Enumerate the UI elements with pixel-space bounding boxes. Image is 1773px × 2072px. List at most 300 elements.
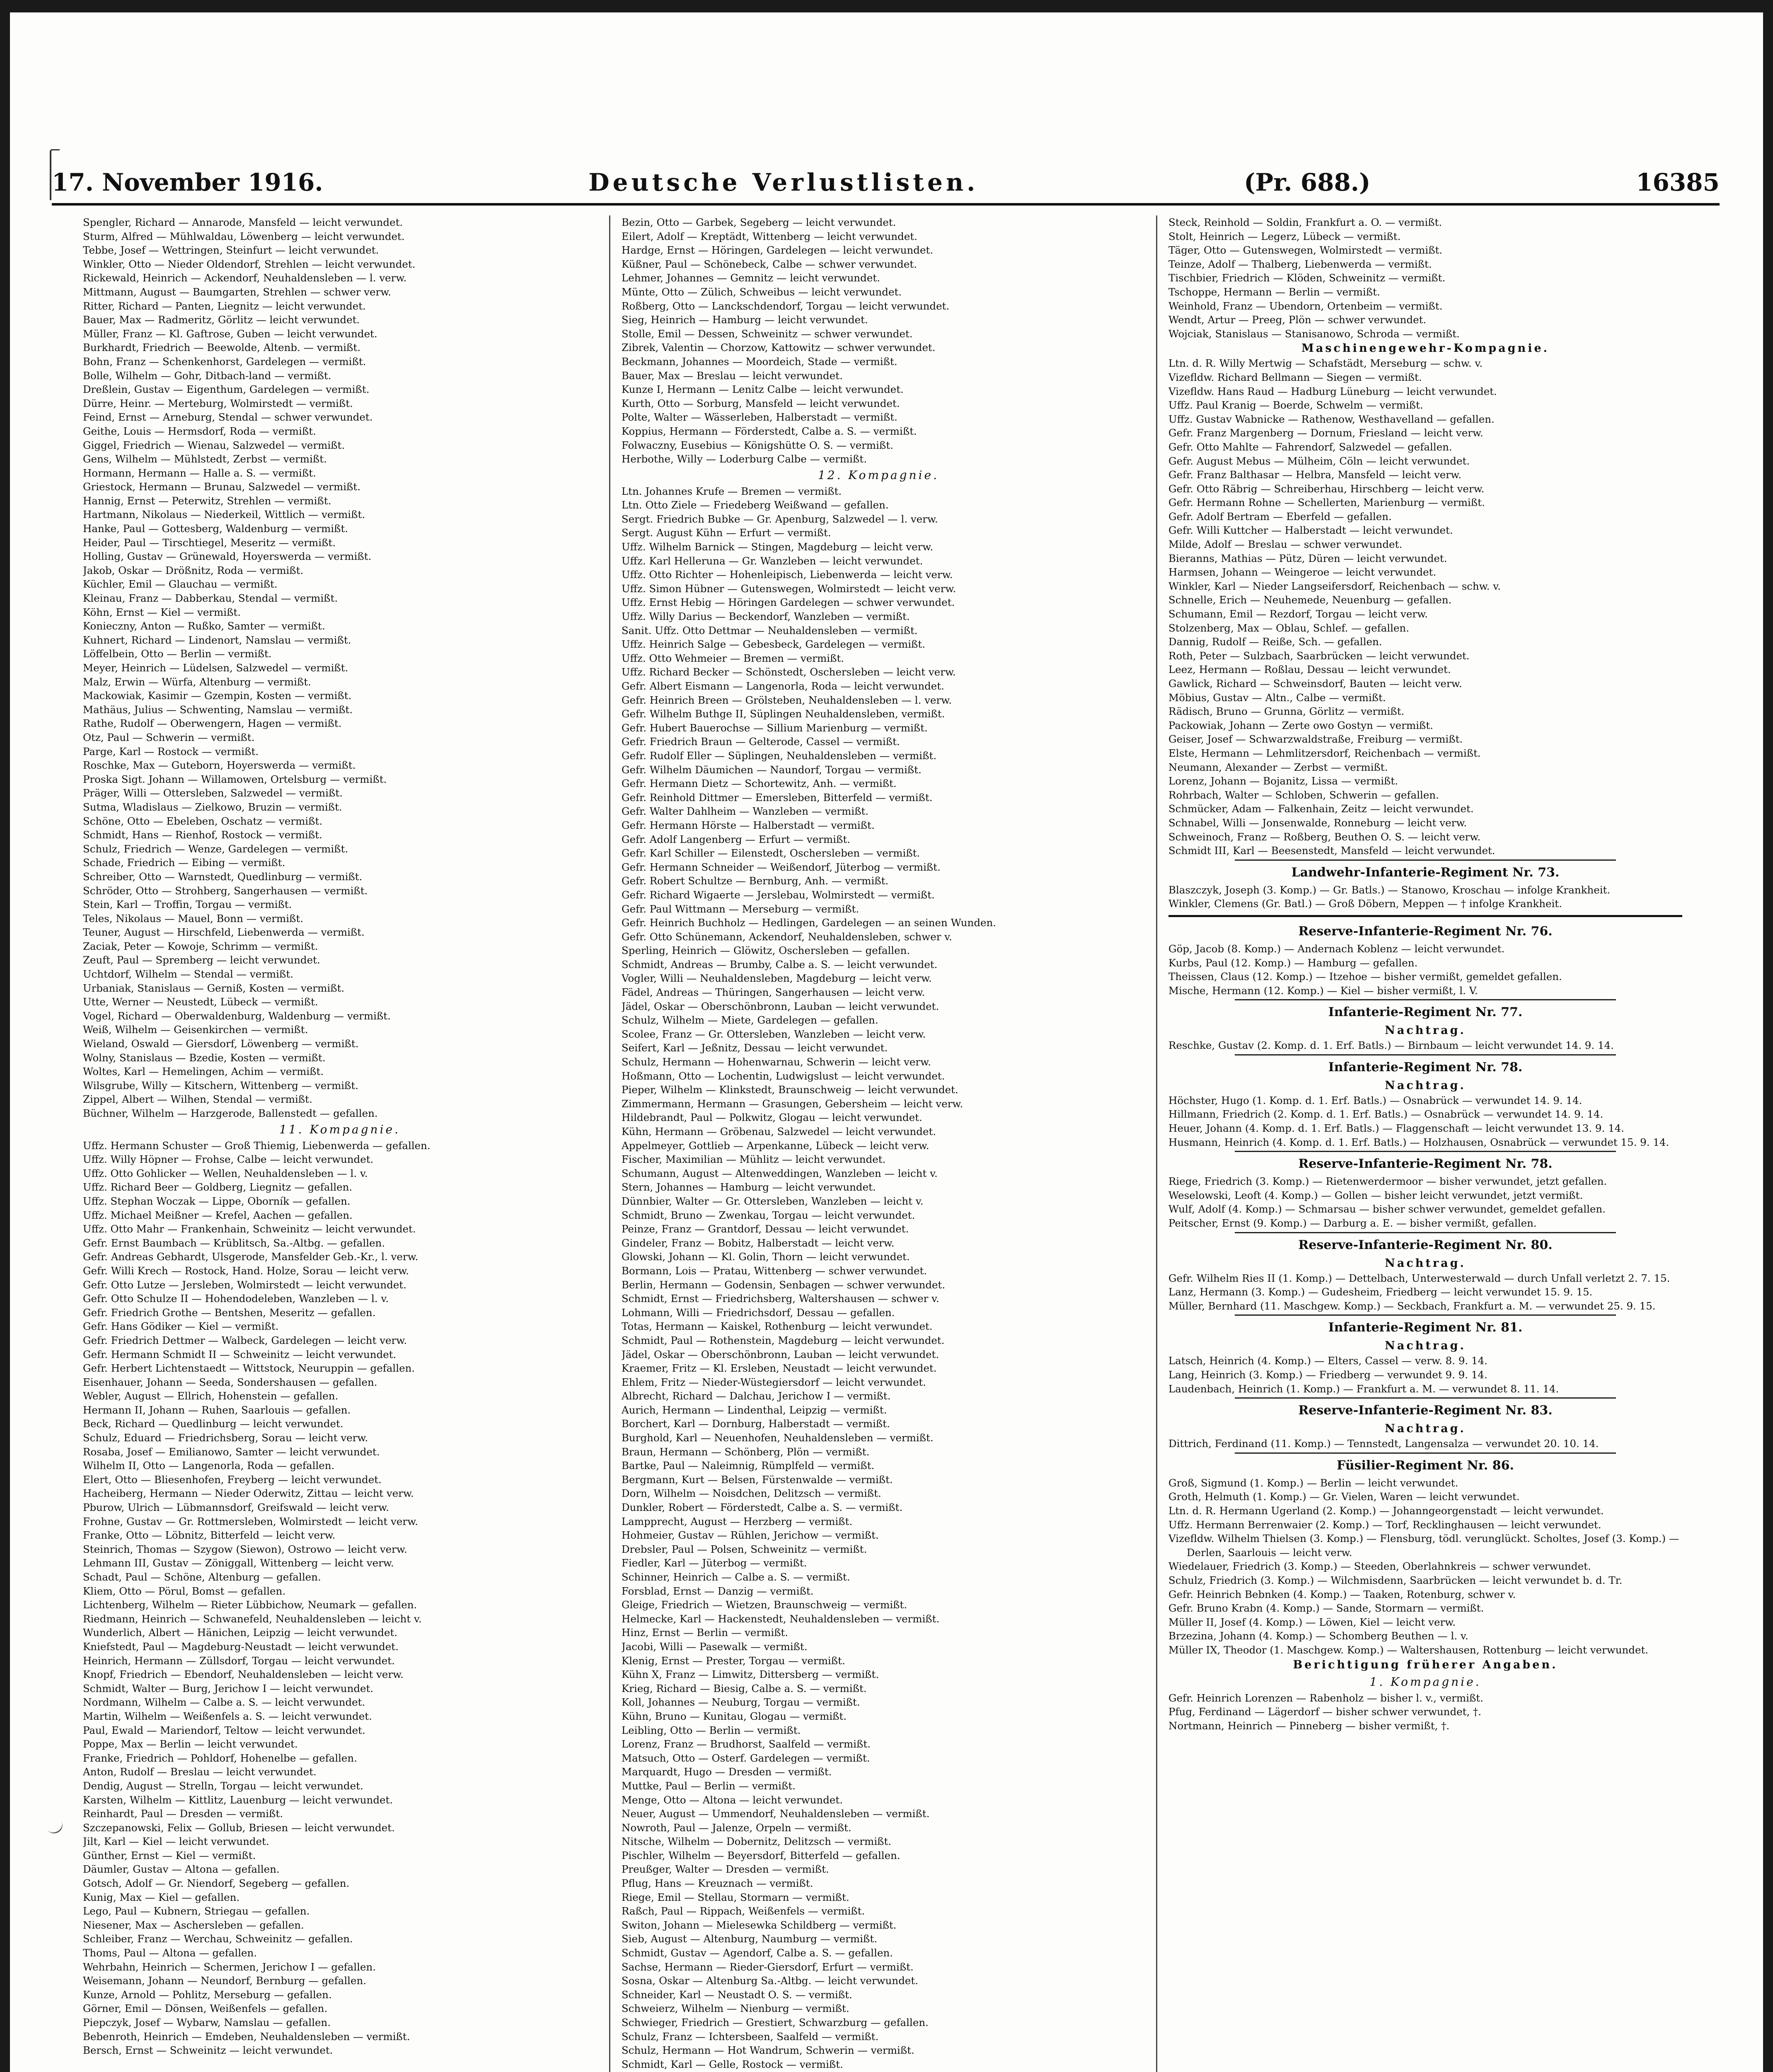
casualty-entry: Gawlick, Richard — Schweinsdorf, Bauten — leicht verw. bbox=[1168, 678, 1462, 690]
casualty-entry: Stolt, Heinrich — Legerz, Lübeck — vermißt. bbox=[1168, 230, 1401, 242]
column-2 bbox=[622, 215, 1135, 2072]
casualty-entry: Uffz. Karl Helleruna — Gr. Wanzleben — leicht verwundet. bbox=[622, 554, 923, 567]
casualty-entry: Poppe, Max — Berlin — leicht verwundet. bbox=[83, 1738, 298, 1750]
casualty-entry: Hormann, Hermann — Halle a. S. — vermißt. bbox=[83, 467, 316, 479]
header-title: Deutsche Verlustlisten. bbox=[588, 168, 979, 196]
casualty-entry: Gleige, Friedrich — Wietzen, Braunschweig — vermißt. bbox=[622, 1599, 907, 1611]
casualty-entry: Dittrich, Ferdinand (11. Komp.) — Tennstedt, Langensalza — verwundet 20. 10. 14. bbox=[1168, 1438, 1599, 1450]
casualty-entry: Roßberg, Otto — Lanckschdendorf, Torgau — leicht verwundet. bbox=[622, 300, 950, 312]
casualty-entry: Koppius, Hermann — Förderstedt, Calbe a. S. — vermißt. bbox=[622, 425, 917, 437]
casualty-entry: Fädel, Andreas — Thüringen, Sangerhausen — leicht verw. bbox=[622, 986, 925, 999]
casualty-entry: Gefr. Richard Wigaerte — Jerslebau, Wolmirstedt — vermißt. bbox=[622, 888, 935, 901]
casualty-entry: Woltes, Karl — Hemelingen, Achim — vermißt. bbox=[83, 1065, 324, 1078]
section-rule bbox=[1235, 859, 1616, 861]
casualty-entry: Lanz, Hermann (3. Komp.) — Gudesheim, Friedberg — leicht verwundet 15. 9. 15. bbox=[1168, 1286, 1593, 1298]
casualty-entry: Uchtdorf, Wilhelm — Stendal — vermißt. bbox=[83, 968, 293, 980]
casualty-entry: Uffz. Gustav Wabnicke — Rathenow, Westhavelland — gefallen. bbox=[1168, 413, 1495, 425]
casualty-entry: Teinze, Adolf — Thalberg, Liebenwerda — vermißt. bbox=[1168, 258, 1432, 270]
casualty-entry: Schulz, Hermann — Hot Wandrum, Schwerin — vermißt. bbox=[622, 2044, 914, 2057]
regiment-heading: Infanterie-Regiment Nr. 78. bbox=[1328, 1060, 1523, 1075]
casualty-entry: Gefr. Heinrich Breen — Grölsteben, Neuhaldensleben — l. verw. bbox=[622, 694, 952, 706]
casualty-entry: Rädisch, Bruno — Grunna, Görlitz — vermißt. bbox=[1168, 705, 1405, 718]
casualty-entry: Tebbe, Josef — Wettringen, Steinfurt — leicht verwundet. bbox=[83, 244, 379, 257]
casualty-entry: Jädel, Oskar — Oberschönbronn, Lauban — leicht verwundet. bbox=[622, 1348, 939, 1360]
casualty-entry: Gefr. Wilhelm Ries II (1. Komp.) — Dettelbach, Unterwesterwald — durch Unfall verletzt 2. 7. 15. bbox=[1168, 1272, 1670, 1284]
casualty-entry: Schmidt, Paul — Rothenstein, Magdeburg — leicht verwundet. bbox=[622, 1334, 945, 1346]
casualty-entry: Appelmeyer, Gottlieb — Arpenkanne, Lübeck — leicht verw. bbox=[622, 1139, 929, 1152]
casualty-entry: Reschke, Gustav (2. Komp. d. 1. Erf. Batls.) — Birnbaum — leicht verwundet 14. 9. 14. bbox=[1168, 1039, 1614, 1052]
casualty-entry: Uffz. Willy Höpner — Frohse, Calbe — leicht verwundet. bbox=[83, 1153, 374, 1166]
casualty-entry: Riege, Friedrich (3. Komp.) — Rietenwerdermoor — bisher verwundet, jetzt gefallen. bbox=[1168, 1175, 1607, 1188]
casualty-entry: Gefr. Friedrich Braun — Gelterode, Cassel — vermißt. bbox=[622, 736, 900, 748]
casualty-entry: Gefr. Franz Balthasar — Helbra, Mansfeld — leicht verw. bbox=[1168, 469, 1461, 481]
casualty-entry: Aurich, Hermann — Lindenthal, Leipzig — vermißt. bbox=[622, 1404, 887, 1416]
casualty-entry: Dreßlein, Gustav — Eigenthum, Gardelegen — vermißt. bbox=[83, 383, 370, 396]
casualty-entry: Muttke, Paul — Berlin — vermißt. bbox=[622, 1779, 796, 1792]
casualty-entry: Gefr. Reinhold Dittmer — Emersleben, Bitterfeld — vermißt. bbox=[622, 791, 933, 804]
casualty-entry: Höchster, Hugo (1. Komp. d. 1. Erf. Batls.) — Osnabrück — verwundet 14. 9. 14. bbox=[1168, 1094, 1582, 1106]
casualty-entry: Bauer, Max — Breslau — leicht verwundet. bbox=[622, 369, 843, 382]
casualty-entry: Teles, Nikolaus — Mauel, Bonn — vermißt. bbox=[83, 912, 304, 925]
casualty-entry: Wiedelauer, Friedrich (3. Komp.) — Steeden, Oberlahnkreis — schwer verwundet. bbox=[1168, 1560, 1591, 1573]
casualty-entry: Gefr. Paul Wittmann — Merseburg — vermißt. bbox=[622, 903, 859, 915]
casualty-entry: Gefr. Franz Margenberg — Dornum, Friesland — leicht verw. bbox=[1168, 427, 1483, 439]
casualty-entry: Jädel, Oskar — Oberschönbronn, Lauban — leicht verwundet. bbox=[622, 1000, 939, 1012]
casualty-entry: Bartke, Paul — Naleimnig, Rümplfeld — vermißt. bbox=[622, 1460, 875, 1472]
casualty-entry: Sperling, Heinrich — Glöwitz, Oschersleben — gefallen. bbox=[622, 944, 910, 957]
casualty-entry: Matsuch, Otto — Osterf. Gardelegen — vermißt. bbox=[622, 1752, 870, 1764]
casualty-entry: Küßner, Paul — Schönebeck, Calbe — schwer verwundet. bbox=[622, 258, 917, 270]
casualty-entry: Holling, Gustav — Grünewald, Hoyerswerda — vermißt. bbox=[83, 550, 372, 563]
casualty-entry: Gefr. Otto Schünemann, Ackendorf, Neuhaldensleben, schwer v. bbox=[622, 930, 952, 943]
casualty-entry: Reinhardt, Paul — Dresden — vermißt. bbox=[83, 1808, 283, 1820]
casualty-entry: Weisemann, Johann — Neundorf, Bernburg — gefallen. bbox=[83, 1975, 367, 1987]
casualty-entry: Stolle, Emil — Dessen, Schweinitz — schwer verwundet. bbox=[622, 327, 913, 340]
casualty-entry: Bezin, Otto — Garbek, Segeberg — leicht verwundet. bbox=[622, 216, 896, 228]
regiment-heading: Infanterie-Regiment Nr. 77. bbox=[1328, 1005, 1523, 1020]
casualty-entry: Peitscher, Ernst (9. Komp.) — Darburg a. E. — bisher vermißt, gefallen. bbox=[1168, 1217, 1537, 1230]
casualty-entry: Präger, Willi — Ottersleben, Salzwedel — vermißt. bbox=[83, 787, 343, 799]
casualty-entry: Steck, Reinhold — Soldin, Frankfurt a. O. — vermißt. bbox=[1168, 216, 1442, 228]
casualty-entry: Neumann, Alexander — Zerbst — vermißt. bbox=[1168, 761, 1388, 773]
casualty-entry: Tschoppe, Hermann — Berlin — vermißt. bbox=[1168, 286, 1380, 298]
columns bbox=[83, 215, 1682, 2072]
regiment-heading: Landwehr-Infanterie-Regiment Nr. 73. bbox=[1291, 865, 1560, 880]
casualty-entry: Packowiak, Johann — Zerte owo Gostyn — vermißt. bbox=[1168, 719, 1433, 731]
casualty-entry: Gefr. Karl Schiller — Eilenstedt, Oschersleben — vermißt. bbox=[622, 847, 920, 859]
casualty-entry: Winkler, Clemens (Gr. Batl.) — Groß Döbern, Meppen — † infolge Krankheit. bbox=[1168, 898, 1562, 910]
casualty-entry: Franke, Friedrich — Pohldorf, Hohenelbe — gefallen. bbox=[83, 1752, 358, 1764]
casualty-entry: Münte, Otto — Zülich, Schweibus — leicht verwundet. bbox=[622, 286, 902, 298]
casualty-entry: Blaszczyk, Joseph (3. Komp.) — Gr. Batls.) — Stanowo, Kroschau — infolge Krankheit. bbox=[1168, 884, 1611, 896]
casualty-entry: Sosna, Oskar — Altenburg Sa.-Altbg. — leicht verwundet. bbox=[622, 1975, 919, 1987]
casualty-entry: Schulz, Eduard — Friedrichsberg, Sorau — leicht verw. bbox=[83, 1432, 368, 1444]
casualty-entry: Weiß, Wilhelm — Geisenkirchen — vermißt. bbox=[83, 1024, 308, 1036]
casualty-entry: Gefr. August Mebus — Mülheim, Cöln — leicht verwundet. bbox=[1168, 455, 1470, 467]
casualty-entry: Gefr. Adolf Langenberg — Erfurt — vermißt. bbox=[622, 833, 851, 845]
casualty-entry: Griestock, Hermann — Brunau, Salzwedel — vermißt. bbox=[83, 481, 361, 493]
casualty-entry: Zibrek, Valentin — Chorzow, Kattowitz — schwer verwundet. bbox=[622, 341, 936, 354]
casualty-entry: Jakob, Oskar — Drößnitz, Roda — vermißt. bbox=[83, 564, 304, 576]
section-rule bbox=[1235, 999, 1616, 1000]
casualty-entry: Schröder, Otto — Strohberg, Sangerhausen — vermißt. bbox=[83, 884, 368, 897]
casualty-entry: Riege, Emil — Stellau, Stormarn — vermißt. bbox=[622, 1891, 849, 1903]
casualty-entry: Leez, Hermann — Roßlau, Dessau — leicht verwundet. bbox=[1168, 663, 1451, 676]
casualty-entry: Pischler, Wilhelm — Beyersdorf, Bitterfeld — gefallen. bbox=[622, 1849, 900, 1861]
casualty-entry: Roth, Peter — Sulzbach, Saarbrücken — leicht verwundet. bbox=[1168, 649, 1470, 662]
margin-pencil-mark bbox=[46, 1820, 65, 1837]
casualty-entry: Uffz. Michael Meißner — Krefel, Aachen — gefallen. bbox=[83, 1209, 353, 1221]
casualty-entry: Kniefstedt, Paul — Magdeburg-Neustadt — leicht verwundet. bbox=[83, 1640, 399, 1653]
regiment-heading: Reserve-Infanterie-Regiment Nr. 80. bbox=[1298, 1237, 1553, 1252]
casualty-entry: Lang, Heinrich (3. Komp.) — Friedberg — verwundet 9. 9. 14. bbox=[1168, 1369, 1488, 1381]
casualty-entry: Sieb, August — Altenburg, Naumburg — vermißt. bbox=[622, 1933, 877, 1945]
casualty-entry: Otz, Paul — Schwerin — vermißt. bbox=[83, 731, 255, 743]
casualty-entry: Däumler, Gustav — Altona — gefallen. bbox=[83, 1863, 280, 1876]
casualty-entry: Roschke, Max — Guteborn, Hoyerswerda — vermißt. bbox=[83, 759, 356, 772]
casualty-entry: Sanit. Uffz. Otto Dettmar — Neuhaldensleben — vermißt. bbox=[622, 624, 918, 637]
casualty-entry: Uffz. Otto Richter — Hohenleipisch, Liebenwerda — leicht verw. bbox=[622, 569, 953, 581]
casualty-entry: Gefr. Bruno Krabn (4. Komp.) — Sande, Stormarn — vermißt. bbox=[1168, 1602, 1484, 1615]
casualty-entry: Möbius, Gustav — Altn., Calbe — vermißt. bbox=[1168, 691, 1386, 704]
regiment-heading: Füsilier-Regiment Nr. 86. bbox=[1337, 1458, 1514, 1473]
casualty-entry: Jilt, Karl — Kiel — leicht verwundet. bbox=[83, 1835, 269, 1848]
casualty-entry: Scolee, Franz — Gr. Ottersleben, Wanzleben — leicht verw. bbox=[622, 1028, 926, 1040]
casualty-entry: Hanke, Paul — Gottesberg, Waldenburg — vermißt. bbox=[83, 523, 348, 535]
casualty-entry: Müller IX, Theodor (1. Maschgew. Komp.) — Waltershausen, Rottenburg — leicht verwundet. bbox=[1168, 1644, 1649, 1656]
casualty-entry: Eisenhauer, Johann — Seeda, Sondershausen — gefallen. bbox=[83, 1376, 377, 1388]
casualty-entry: Harmsen, Johann — Weingeroe — leicht verwundet. bbox=[1168, 566, 1437, 579]
casualty-entry: Herbothe, Willy — Loderburg Calbe — vermißt. bbox=[622, 453, 867, 465]
subheading: Nachtrag. bbox=[1385, 1079, 1466, 1092]
casualty-entry: Eilert, Adolf — Kreptädt, Wittenberg — leicht verwundet. bbox=[622, 230, 917, 242]
casualty-entry: Uffz. Richard Beer — Goldberg, Liegnitz — gefallen. bbox=[83, 1181, 353, 1193]
casualty-entry: Ltn. d. R. Hermann Ugerland (2. Komp.) — Johanngeorgenstadt — leicht verwundet. bbox=[1168, 1504, 1604, 1517]
casualty-entry: Nowroth, Paul — Jalenze, Orpeln — vermißt. bbox=[622, 1821, 851, 1834]
casualty-entry: Sergt. Friedrich Bubke — Gr. Apenburg, Salzwedel — l. verw. bbox=[622, 513, 938, 525]
casualty-entry: Bebenroth, Heinrich — Emdeben, Neuhaldensleben — vermißt. bbox=[83, 2030, 410, 2043]
casualty-entry: Vogler, Willi — Neuhaldensleben, Magdeburg — leicht verw. bbox=[622, 972, 932, 985]
casualty-entry: Gefr. Friedrich Grothe — Bentshen, Meseritz — gefallen. bbox=[83, 1306, 376, 1319]
casualty-entry: Mackowiak, Kasimir — Gzempin, Kosten — vermißt. bbox=[83, 690, 352, 702]
casualty-entry: Kühn X, Franz — Limwitz, Dittersberg — vermißt. bbox=[622, 1668, 879, 1681]
casualty-entry: Mische, Hermann (12. Komp.) — Kiel — bisher vermißt, l. V. bbox=[1168, 984, 1478, 997]
casualty-entry: Heuer, Johann (4. Komp. d. 1. Erf. Batls.) — Flaggenschaft — leicht verwundet 13. 9. 14. bbox=[1168, 1122, 1625, 1135]
casualty-entry: Lorenz, Johann — Bojanitz, Lissa — vermißt. bbox=[1168, 775, 1398, 787]
casualty-entry: Marquardt, Hugo — Dresden — vermißt. bbox=[622, 1766, 832, 1778]
casualty-entry: Braun, Hermann — Schönberg, Plön — vermißt. bbox=[622, 1445, 870, 1458]
casualty-entry: Dürre, Heinr. — Merteburg, Wolmirstedt — vermißt. bbox=[83, 397, 353, 409]
casualty-entry: Pburow, Ulrich — Lübmannsdorf, Greifswald — leicht verw. bbox=[83, 1501, 389, 1514]
casualty-entry: Schmidt, Gustav — Agendorf, Calbe a. S. — gefallen. bbox=[622, 1947, 893, 1959]
casualty-entry: Preußger, Walter — Dresden — vermißt. bbox=[622, 1863, 829, 1876]
casualty-entry: Rohrbach, Walter — Schloben, Schwerin — gefallen. bbox=[1168, 789, 1439, 801]
casualty-entry: Bergmann, Kurt — Belsen, Fürstenwalde — vermißt. bbox=[622, 1473, 893, 1486]
casualty-entry: Ltn. Otto Ziele — Friedeberg Weißwand — gefallen. bbox=[622, 499, 889, 511]
casualty-entry: Gefr. Heinrich Buchholz — Hedlingen, Gardelegen — an seinen Wunden. bbox=[622, 917, 997, 929]
casualty-entry: Kühn, Bruno — Kunitau, Glogau — vermißt. bbox=[622, 1710, 847, 1722]
casualty-entry: Elste, Hermann — Lehmlitzersdorf, Reichenbach — vermißt. bbox=[1168, 747, 1481, 759]
casualty-entry: Konieczny, Anton — Rußko, Samter — vermißt. bbox=[83, 620, 325, 632]
casualty-entry: Neuer, August — Ummendorf, Neuhaldensleben — vermißt. bbox=[622, 1808, 930, 1820]
casualty-entry: Gefr. Willi Krech — Rostock, Hand. Holze, Sorau — leicht verw. bbox=[83, 1264, 409, 1277]
casualty-entry: Gefr. Ernst Baumbach — Krüblitsch, Sa.-Altbg. — gefallen. bbox=[83, 1237, 385, 1249]
casualty-entry: Pieper, Wilhelm — Klinkstedt, Braunschweig — leicht verwundet. bbox=[622, 1084, 958, 1096]
casualty-entry: Sieg, Heinrich — Hamburg — leicht verwundet. bbox=[622, 314, 868, 326]
casualty-entry: Schmidt, Karl — Gelle, Rostock — vermißt. bbox=[622, 2058, 843, 2070]
casualty-entry: Schade, Friedrich — Eibing — vermißt. bbox=[83, 857, 285, 869]
casualty-entry: Görner, Emil — Dönsen, Weißenfels — gefallen. bbox=[83, 2002, 328, 2015]
casualty-entry: Gefr. Hans Gödiker — Kiel — vermißt. bbox=[83, 1320, 279, 1333]
casualty-entry: Hannig, Ernst — Peterwitz, Strehlen — vermißt. bbox=[83, 494, 331, 507]
column-3 bbox=[1168, 215, 1682, 2072]
casualty-entry: Lego, Paul — Kubnern, Striegau — gefallen. bbox=[83, 1905, 310, 1917]
casualty-entry: Kunze, Arnold — Pohlitz, Merseburg — gefallen. bbox=[83, 1988, 332, 2001]
casualty-entry: Frohne, Gustav — Gr. Rottmersleben, Wolmirstedt — leicht verw. bbox=[83, 1515, 418, 1527]
casualty-entry: Bohn, Franz — Schenkenhorst, Gardelegen — vermißt. bbox=[83, 355, 366, 368]
header-issue: (Pr. 688.) bbox=[1244, 168, 1371, 196]
casualty-entry: Helmecke, Karl — Hackenstedt, Neuhaldensleben — vermißt. bbox=[622, 1612, 940, 1625]
casualty-entry: Müller II, Josef (4. Komp.) — Löwen, Kiel — leicht verw. bbox=[1168, 1616, 1456, 1628]
casualty-entry: Gefr. Wilhelm Buthge II, Süplingen Neuhaldensleben, vermißt. bbox=[622, 708, 945, 720]
casualty-entry: Schumann, August — Altenweddingen, Wanzleben — leicht v. bbox=[622, 1167, 938, 1179]
casualty-entry: Forsblad, Ernst — Danzig — vermißt. bbox=[622, 1585, 814, 1597]
casualty-entry: Schmücker, Adam — Falkenhain, Zeitz — leicht verwundet. bbox=[1168, 803, 1474, 815]
casualty-entry: Vizefldw. Wilhelm Thielsen (3. Komp.) — Flensburg, tödl. verunglückt. Scholtes, Josef (3. Komp.) — Derlen, Saarlouis — leicht verw. bbox=[1168, 1532, 1679, 1559]
casualty-entry: Schnabel, Willi — Jonsenwalde, Ronneburg — leicht verw. bbox=[1168, 816, 1467, 829]
casualty-entry: Wehrbahn, Heinrich — Schermen, Jerichow I — gefallen. bbox=[83, 1961, 376, 1973]
casualty-entry: Sergt. August Kühn — Erfurt — vermißt. bbox=[622, 527, 831, 539]
casualty-entry: Beck, Richard — Quedlinburg — leicht verwundet. bbox=[83, 1418, 343, 1430]
casualty-entry: Schweierz, Wilhelm — Nienburg — vermißt. bbox=[622, 2002, 849, 2015]
casualty-entry: Malz, Erwin — Würfa, Altenburg — vermißt. bbox=[83, 675, 311, 688]
casualty-entry: Klenig, Ernst — Prester, Torgau — vermißt. bbox=[622, 1654, 845, 1667]
regiment-heading: Reserve-Infanterie-Regiment Nr. 83. bbox=[1298, 1403, 1553, 1418]
subheading: Nachtrag. bbox=[1385, 1256, 1466, 1270]
casualty-entry: Groß, Sigmund (1. Komp.) — Berlin — leicht verwundet. bbox=[1168, 1477, 1459, 1489]
casualty-entry: Kraemer, Fritz — Kl. Ersleben, Neustadt — leicht verwundet. bbox=[622, 1362, 937, 1375]
casualty-entry: Winkler, Karl — Nieder Langseifersdorf, Reichenbach — schw. v. bbox=[1168, 580, 1501, 592]
casualty-entry: Laudenbach, Heinrich (1. Komp.) — Frankfurt a. M. — verwundet 8. 11. 14. bbox=[1168, 1382, 1559, 1395]
page-header bbox=[52, 164, 1720, 201]
casualty-entry: Teuner, August — Hirschfeld, Liebenwerda — vermißt. bbox=[83, 926, 365, 939]
casualty-entry: Schmidt, Walter — Burg, Jerichow I — leicht verwundet. bbox=[83, 1682, 374, 1694]
section-rule bbox=[1168, 915, 1682, 917]
casualty-entry: Gindeler, Franz — Bobitz, Halberstadt — leicht verw. bbox=[622, 1237, 895, 1249]
casualty-entry: Wojciak, Stanislaus — Stanisanowo, Schroda — vermißt. bbox=[1168, 327, 1460, 340]
casualty-entry: Gefr. Hermann Hörste — Halberstadt — vermißt. bbox=[622, 819, 875, 831]
casualty-entry: Wulf, Adolf (4. Komp.) — Schmarsau — bisher schwer verwundet, gemeldet gefallen. bbox=[1168, 1203, 1606, 1215]
casualty-entry: Schneider, Karl — Neustadt O. S. — vermißt. bbox=[622, 1988, 852, 2001]
casualty-entry: Schmidt, Ernst — Friedrichsberg, Waltershausen — schwer v. bbox=[622, 1293, 939, 1305]
casualty-entry: Spengler, Richard — Annarode, Mansfeld — leicht verwundet. bbox=[83, 216, 403, 228]
casualty-entry: Küchler, Emil — Glauchau — vermißt. bbox=[83, 578, 278, 591]
casualty-entry: Burkhardt, Friedrich — Beewolde, Altenb. — vermißt. bbox=[83, 341, 361, 354]
casualty-entry: Polte, Walter — Wässerleben, Halberstadt — vermißt. bbox=[622, 411, 897, 424]
casualty-entry: Dendig, August — Strelln, Torgau — leicht verwundet. bbox=[83, 1779, 363, 1792]
casualty-entry: Mittmann, August — Baumgarten, Strehlen — schwer verw. bbox=[83, 286, 392, 298]
casualty-entry: Hoßmann, Otto — Lochentin, Ludwigslust — leicht verwundet. bbox=[622, 1070, 945, 1082]
casualty-entry: Schwieger, Friedrich — Grestiert, Schwarzburg — gefallen. bbox=[622, 2016, 929, 2028]
casualty-entry: Sutma, Wladislaus — Zielkowo, Bruzin — vermißt. bbox=[83, 801, 342, 813]
casualty-entry: Müller, Franz — Kl. Gaftrose, Guben — leicht verwundet. bbox=[83, 327, 377, 340]
casualty-entry: Winkler, Otto — Nieder Oldendorf, Strehlen — leicht verwundet. bbox=[83, 258, 416, 270]
casualty-entry: Gefr. Otto Lutze — Jersleben, Wolmirstedt — leicht verwundet. bbox=[83, 1278, 407, 1291]
casualty-entry: Glowski, Johann — Kl. Golin, Thorn — leicht verwundet. bbox=[622, 1251, 910, 1263]
casualty-entry: Zimmermann, Hermann — Grasungen, Gebersheim — leicht verw. bbox=[622, 1097, 963, 1110]
casualty-entry: Wieland, Oswald — Giersdorf, Löwenberg — vermißt. bbox=[83, 1038, 359, 1050]
subheading: Nachtrag. bbox=[1385, 1024, 1466, 1037]
casualty-entry: Sturm, Alfred — Mühlwaldau, Löwenberg — leicht verwundet. bbox=[83, 230, 405, 242]
casualty-entry: Heinrich, Hermann — Züllsdorf, Torgau — leicht verwundet. bbox=[83, 1654, 395, 1667]
casualty-entry: Wilsgrube, Willy — Kitschern, Wittenberg — vermißt. bbox=[83, 1079, 359, 1092]
casualty-entry: Wolny, Stanislaus — Bzedie, Kosten — vermißt. bbox=[83, 1051, 326, 1064]
casualty-entry: Geiser, Josef — Schwarzwaldstraße, Freiburg — vermißt. bbox=[1168, 733, 1463, 746]
casualty-entry: Ltn. Johannes Krufe — Bremen — vermißt. bbox=[622, 485, 842, 497]
company-heading: 12. Kompagnie. bbox=[818, 468, 939, 482]
casualty-entry: Paul, Ewald — Mariendorf, Teltow — leicht verwundet. bbox=[83, 1724, 365, 1736]
casualty-entry: Hacheiberg, Hermann — Nieder Oderwitz, Zittau — leicht verw. bbox=[83, 1487, 414, 1500]
casualty-entry: Dannig, Rudolf — Reiße, Sch. — gefallen. bbox=[1168, 636, 1382, 648]
scan-border-left bbox=[0, 0, 10, 2072]
casualty-entry: Rathe, Rudolf — Oberwengern, Hagen — vermißt. bbox=[83, 717, 342, 730]
casualty-entry: Mathäus, Julius — Schwenting, Namslau — vermißt. bbox=[83, 703, 353, 716]
casualty-entry: Kuhnert, Richard — Lindenort, Namslau — vermißt. bbox=[83, 634, 351, 646]
casualty-entry: Albrecht, Richard — Dalchau, Jerichow I — vermißt. bbox=[622, 1390, 891, 1402]
casualty-entry: Hildebrandt, Paul — Polkwitz, Glogau — leicht verwundet. bbox=[622, 1111, 922, 1124]
casualty-entry: Schnelle, Erich — Neuhemede, Neuenburg — gefallen. bbox=[1168, 594, 1452, 606]
casualty-entry: Hartmann, Nikolaus — Niederkeil, Wittlich — vermißt. bbox=[83, 508, 365, 521]
casualty-entry: Vizefldw. Richard Bellmann — Siegen — vermißt. bbox=[1168, 371, 1422, 383]
casualty-entry: Uffz. Hermann Berrenwaier (2. Komp.) — Torf, Recklinghausen — leicht verwundet. bbox=[1168, 1518, 1601, 1531]
casualty-entry: Pflug, Hans — Kreuznach — vermißt. bbox=[622, 1877, 813, 1890]
casualty-entry: Dorn, Wilhelm — Noisdchen, Delitzsch — vermißt. bbox=[622, 1487, 881, 1500]
casualty-entry: Täger, Otto — Gutenswegen, Wolmirstedt — vermißt. bbox=[1168, 244, 1443, 257]
casualty-entry: Zaciak, Peter — Kowoje, Schrimm — vermißt. bbox=[83, 940, 318, 952]
casualty-entry: Bauer, Max — Radmeritz, Görlitz — leicht verwundet. bbox=[83, 314, 360, 326]
casualty-entry: Schleiber, Franz — Werchau, Schweinitz — gefallen. bbox=[83, 1933, 353, 1945]
casualty-entry: Kurbs, Paul (12. Komp.) — Hamburg — gefallen. bbox=[1168, 956, 1418, 969]
casualty-entry: Gefr. Wilhelm Däumichen — Naundorf, Torgau — vermißt. bbox=[622, 763, 922, 776]
casualty-entry: Uffz. Ernst Hebig — Höringen Gardelegen — schwer verwundet. bbox=[622, 596, 955, 609]
casualty-entry: Gefr. Andreas Gebhardt, Ulsgerode, Mansfelder Geb.-Kr., l. verw. bbox=[83, 1251, 418, 1263]
casualty-entry: Uffz. Paul Kranig — Boerde, Schwelm — vermißt. bbox=[1168, 399, 1423, 411]
casualty-entry: Büchner, Wilhelm — Harzgerode, Ballenstedt — gefallen. bbox=[83, 1107, 378, 1119]
casualty-entry: Gefr. Heinrich Lorenzen — Rabenholz — bisher l. v., vermißt. bbox=[1168, 1692, 1483, 1704]
casualty-entry: Thoms, Paul — Altona — gefallen. bbox=[83, 1947, 257, 1959]
casualty-entry: Nortmann, Heinrich — Pinneberg — bisher vermißt, †. bbox=[1168, 1719, 1450, 1732]
casualty-entry: Knopf, Friedrich — Ebendorf, Neuhaldensleben — leicht verw. bbox=[83, 1668, 404, 1681]
casualty-entry: Dunkler, Robert — Förderstedt, Calbe a. S. — vermißt. bbox=[622, 1501, 903, 1514]
casualty-entry: Gefr. Hermann Schmidt II — Schweinitz — leicht verwundet. bbox=[83, 1348, 397, 1360]
casualty-entry: Schulz, Friedrich (3. Komp.) — Wilchmisdenn, Saarbrücken — leicht verwundet b. d. Tr. bbox=[1168, 1574, 1623, 1586]
casualty-entry: Nitsche, Wilhelm — Dobernitz, Delitzsch — vermißt. bbox=[622, 1835, 892, 1848]
casualty-entry: Hardge, Ernst — Höringen, Gardelegen — leicht verwundet. bbox=[622, 244, 934, 257]
casualty-entry: Lohmann, Willi — Friedrichsdorf, Dessau — gefallen. bbox=[622, 1306, 895, 1319]
casualty-entry: Gefr. Otto Mahlte — Fahrendorf, Salzwedel — gefallen. bbox=[1168, 441, 1452, 453]
casualty-entry: Groth, Helmuth (1. Komp.) — Gr. Vielen, Waren — leicht verwundet. bbox=[1168, 1491, 1520, 1503]
casualty-entry: Borchert, Karl — Dornburg, Halberstadt — vermißt. bbox=[622, 1418, 890, 1430]
casualty-entry: Totas, Hermann — Kaiskel, Rothenburg — leicht verwundet. bbox=[622, 1320, 933, 1333]
casualty-entry: Gefr. Herbert Lichtenstaedt — Wittstock, Neuruppin — gefallen. bbox=[83, 1362, 415, 1375]
casualty-entry: Wilhelm II, Otto — Langenorla, Roda — gefallen. bbox=[83, 1460, 335, 1472]
casualty-entry: Gens, Wilhelm — Mühlstedt, Zerbst — vermißt. bbox=[83, 453, 327, 465]
casualty-entry: Krieg, Richard — Biesig, Calbe a. S. — vermißt. bbox=[622, 1682, 867, 1694]
casualty-entry: Schumann, Emil — Rezdorf, Torgau — leicht verw. bbox=[1168, 608, 1428, 620]
casualty-entry: Utte, Werner — Neustedt, Lübeck — vermißt. bbox=[83, 996, 318, 1008]
casualty-entry: Schweinoch, Franz — Roßberg, Beuthen O. S. — leicht verw. bbox=[1168, 830, 1481, 843]
casualty-entry: Brzezina, Johann (4. Komp.) — Schomberg Beuthen — l. v. bbox=[1168, 1630, 1468, 1642]
casualty-entry: Pfug, Ferdinand — Lägerdorf — bisher schwer verwundet, †. bbox=[1168, 1706, 1482, 1718]
company-heading: 11. Kompagnie. bbox=[279, 1122, 400, 1136]
casualty-entry: Gefr. Friedrich Dettmer — Walbeck, Gardelegen — leicht verw. bbox=[83, 1334, 407, 1346]
casualty-entry: Gefr. Rudolf Eller — Süplingen, Neuhaldensleben — vermißt. bbox=[622, 749, 937, 762]
casualty-entry: Peinze, Franz — Grantdorf, Dessau — leicht verwundet. bbox=[622, 1223, 909, 1235]
casualty-entry: Seifert, Karl — Jeßnitz, Dessau — leicht verwundet. bbox=[622, 1042, 888, 1054]
casualty-entry: Schmidt III, Karl — Beesenstedt, Mansfeld — leicht verwundet. bbox=[1168, 845, 1495, 857]
casualty-entry: Gefr. Robert Schultze — Bernburg, Anh. — vermißt. bbox=[622, 875, 889, 887]
section-rule bbox=[1235, 1452, 1616, 1454]
casualty-entry: Hillmann, Friedrich (2. Komp. d. 1. Erf. Batls.) — Osnabrück — verwundet 14. 9. 14. bbox=[1168, 1108, 1604, 1121]
casualty-entry: Bersch, Ernst — Schweinitz — leicht verwundet. bbox=[83, 2044, 333, 2057]
casualty-entry: Zippel, Albert — Wilhen, Stendal — vermißt. bbox=[83, 1093, 312, 1106]
casualty-entry: Gefr. Walter Dahlheim — Wanzleben — vermißt. bbox=[622, 805, 869, 818]
casualty-entry: Milde, Adolf — Breslau — schwer verwundet. bbox=[1168, 538, 1403, 551]
casualty-entry: Heider, Paul — Tirschtiegel, Meseritz — vermißt. bbox=[83, 536, 336, 549]
casualty-entry: Göp, Jacob (8. Komp.) — Andernach Koblenz — leicht verwundet. bbox=[1168, 942, 1505, 955]
casualty-entry: Steinrich, Thomas — Szygow (Siewon), Ostrowo — leicht verw. bbox=[83, 1543, 407, 1555]
casualty-entry: Schmidt, Bruno — Zwenkau, Torgau — leicht verwundet. bbox=[622, 1209, 915, 1221]
casualty-entry: Lampprecht, August — Herzberg — vermißt. bbox=[622, 1515, 853, 1527]
casualty-entry: Weselowski, Leoft (4. Komp.) — Gollen — bisher leicht verwundet, jetzt vermißt. bbox=[1168, 1189, 1583, 1201]
casualty-entry: Giggel, Friedrich — Wienau, Salzwedel — vermißt. bbox=[83, 439, 345, 451]
subheading: Nachtrag. bbox=[1385, 1339, 1466, 1353]
casualty-entry: Urbaniak, Stanislaus — Gerniß, Kosten — vermißt. bbox=[83, 982, 345, 994]
casualty-entry: Kunze I, Hermann — Lenitz Calbe — leicht verwundet. bbox=[622, 383, 904, 396]
casualty-entry: Weinhold, Franz — Ubendorn, Ortenbeim — vermißt. bbox=[1168, 300, 1443, 312]
casualty-entry: Schmidt, Andreas — Brumby, Calbe a. S. — leicht verwundet. bbox=[622, 958, 938, 971]
casualty-entry: Szczepanowski, Felix — Gollub, Briesen — leicht verwundet. bbox=[83, 1821, 395, 1834]
casualty-entry: Burghold, Karl — Neuenhofen, Neuhaldensleben — vermißt. bbox=[622, 1432, 934, 1444]
casualty-entry: Drebsler, Paul — Polsen, Schweinitz — vermißt. bbox=[622, 1543, 867, 1555]
regiment-heading: Reserve-Infanterie-Regiment Nr. 76. bbox=[1298, 924, 1553, 939]
casualty-entry: Lehmer, Johannes — Gemnitz — leicht verwundet. bbox=[622, 272, 880, 284]
casualty-entry: Folwaczny, Eusebius — Königshütte O. S. — vermißt. bbox=[622, 439, 893, 451]
casualty-entry: Theissen, Claus (12. Komp.) — Itzehoe — bisher vermißt, gemeldet gefallen. bbox=[1168, 971, 1562, 983]
casualty-entry: Hohmeier, Gustav — Rühlen, Jerichow — vermißt. bbox=[622, 1529, 879, 1542]
casualty-entry: Stein, Karl — Troffin, Torgau — vermißt. bbox=[83, 898, 292, 911]
casualty-entry: Gefr. Heinrich Bebnken (4. Komp.) — Taaken, Rotenburg, schwer v. bbox=[1168, 1588, 1516, 1600]
section-rule bbox=[1235, 1054, 1616, 1055]
casualty-entry: Köhn, Ernst — Kiel — vermißt. bbox=[83, 606, 241, 618]
casualty-entry: Karsten, Wilhelm — Kittlitz, Lauenburg — leicht verwundet. bbox=[83, 1794, 393, 1806]
casualty-entry: Bormann, Lois — Pratau, Wittenberg — schwer verwundet. bbox=[622, 1264, 927, 1277]
casualty-entry: Rickewald, Heinrich — Ackendorf, Neuhaldensleben — l. verw. bbox=[83, 272, 407, 284]
company-heading: 1. Kompagnie. bbox=[1369, 1675, 1481, 1689]
casualty-entry: Schinner, Heinrich — Calbe a. S. — vermißt. bbox=[622, 1571, 850, 1583]
header-rule bbox=[52, 203, 1720, 206]
casualty-entry: Uffz. Otto Wehmeier — Bremen — vermißt. bbox=[622, 652, 844, 664]
casualty-entry: Uffz. Heinrich Salge — Gebesbeck, Gardelegen — vermißt. bbox=[622, 638, 926, 651]
casualty-entry: Gotsch, Adolf — Gr. Niendorf, Segeberg — gefallen. bbox=[83, 1877, 350, 1890]
casualty-entry: Schadt, Paul — Schöne, Altenburg — gefallen. bbox=[83, 1571, 321, 1583]
casualty-entry: Löffelbein, Otto — Berlin — vermißt. bbox=[83, 648, 272, 660]
casualty-entry: Jacobi, Willi — Pasewalk — vermißt. bbox=[622, 1640, 808, 1653]
casualty-entry: Webler, August — Ellrich, Hohenstein — gefallen. bbox=[83, 1390, 339, 1402]
regiment-heading: Reserve-Infanterie-Regiment Nr. 78. bbox=[1298, 1157, 1553, 1172]
casualty-entry: Vizefldw. Hans Raud — Hadburg Lüneburg — leicht verwundet. bbox=[1168, 385, 1497, 397]
casualty-entry: Uffz. Willy Darius — Beckendorf, Wanzleben — vermißt. bbox=[622, 610, 910, 623]
